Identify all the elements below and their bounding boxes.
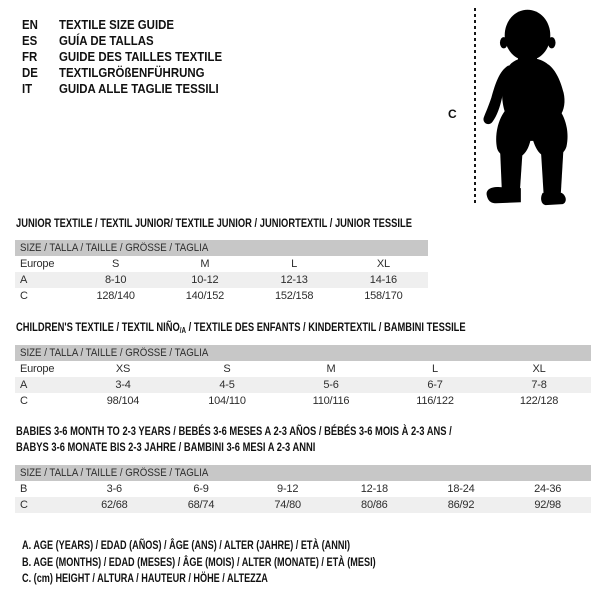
column-header-cell: S [112,258,120,270]
language-code: ES [22,33,38,48]
column-header-cell: M [200,258,210,270]
footnotes [22,537,487,587]
row-label: C [20,499,28,511]
value-cell: 9-12 [277,483,299,495]
table-row [15,377,591,393]
language-code: FR [22,49,38,64]
table-row [15,288,428,304]
value-cell: 6-9 [193,483,209,495]
children-size-table [15,345,591,409]
row-label: C [20,290,28,302]
language-row-de [22,65,222,81]
value-cell: 104/110 [208,395,246,407]
babies-title-line2: BABYS 3-6 MONATE BIS 2-3 JAHRE / BAMBINI 3-6 MESI A 2-3 ANNI [16,440,316,454]
value-cell: 80/86 [361,499,388,511]
column-header-cell: XL [532,363,546,375]
column-header-cell: M [326,363,336,375]
size-header-label: SIZE / TALLA / TAILLE / GRÖSSE / TAGLIA [20,467,209,479]
column-header-cell: S [223,363,231,375]
value-cell: 5-6 [323,379,339,391]
row-label: A [20,379,28,391]
value-cell: 140/152 [185,290,225,302]
value-cell: 3-6 [106,483,122,495]
table-header-row [15,361,591,377]
size-header-bar [15,240,428,256]
size-header-label: SIZE / TALLA / TAILLE / GRÖSSE / TAGLIA [20,347,209,359]
value-cell: 110/116 [312,395,350,407]
height-c-label: C [448,107,457,121]
height-dashed-line [474,8,476,206]
value-cell: 122/128 [519,395,559,407]
children-title-subscript: /A [179,326,187,335]
value-cell: 12-18 [360,483,388,495]
language-code: IT [22,81,33,96]
value-cell: 86/92 [447,499,475,511]
footnote-c: C. (cm) HEIGHT / ALTURA / HAUTEUR / HÖHE / ALTEZZA [22,571,268,585]
language-title: TEXTILE SIZE GUIDE [58,17,175,32]
row-label: B [20,483,28,495]
value-cell: 24-36 [534,483,562,495]
table-row [15,272,428,288]
baby-silhouette-icon [480,5,594,207]
value-cell: 12-13 [280,274,308,286]
table-row [15,393,591,409]
language-title: GUÍA DE TALLAS [58,33,154,48]
footnote-a: A. AGE (YEARS) / EDAD (AÑOS) / ÂGE (ANS) / ALTER (JAHRE) / ETÀ (ANNI) [22,538,350,552]
value-cell: 6-7 [427,379,443,391]
babies-section-title [16,423,452,455]
children-title-text: / TEXTILE DES ENFANTS / KINDERTEXTIL / BAMBINI TESSILE [186,320,466,334]
language-row-fr [22,49,222,65]
children-title-text: CHILDREN'S TEXTILE / TEXTIL NIÑO [16,320,180,334]
value-cell: 152/158 [274,290,314,302]
value-cell: 62/68 [101,499,128,511]
column-header-cell: L [432,363,438,375]
column-header-cell: L [291,258,298,270]
children-section-title [16,319,466,339]
language-title: GUIDE DES TAILLES TEXTILE [58,49,223,64]
junior-size-table [15,240,428,304]
value-cell: 68/74 [187,499,215,511]
value-cell: 7-8 [531,379,547,391]
babies-title-line1: BABIES 3-6 MONTH TO 2-3 YEARS / BEBÉS 3-6 MESES A 2-3 AÑOS / BÉBÉS 3-6 MOIS À 2-3 ANS / [16,424,452,438]
table-row [15,481,591,497]
language-row-en [22,17,222,33]
language-row-it [22,81,222,97]
value-cell: 128/140 [96,290,135,302]
value-cell: 18-24 [447,483,475,495]
value-cell: 8-10 [105,274,127,286]
value-cell: 4-5 [219,379,235,391]
language-code: EN [22,17,38,32]
row-label: A [20,274,28,286]
size-header-bar [15,345,591,361]
value-cell: 74/80 [274,499,301,511]
size-header-label: SIZE / TALLA / TAILLE / GRÖSSE / TAGLIA [20,242,209,254]
region-label: Europe [20,363,55,375]
footnote-b: B. AGE (MONTHS) / EDAD (MESES) / ÂGE (MOIS) / ALTER (MONATE) / ETÀ (MESI) [22,554,376,569]
language-list [22,17,249,97]
language-title: GUIDA ALLE TAGLIE TESSILI [58,81,219,96]
language-title: TEXTILGRÖßENFÜHRUNG [58,65,205,80]
language-code: DE [22,65,38,80]
table-row [15,497,591,513]
value-cell: 92/98 [534,499,561,511]
row-label: C [20,395,28,407]
value-cell: 158/170 [364,290,403,302]
babies-size-table [15,465,591,513]
value-cell: 10-12 [191,274,219,286]
column-header-cell: XL [376,258,390,270]
table-header-row [15,256,428,272]
language-row-es [22,33,222,49]
value-cell: 116/122 [416,395,454,407]
value-cell: 98/104 [106,395,140,407]
region-label: Europe [20,258,55,270]
column-header-cell: XS [115,363,131,375]
size-header-bar [15,465,591,481]
value-cell: 3-4 [115,379,131,391]
value-cell: 14-16 [369,274,397,286]
junior-section-title: JUNIOR TEXTILE / TEXTIL JUNIOR/ TEXTILE JUNIOR / JUNIORTEXTIL / JUNIOR TESSILE [16,216,412,230]
